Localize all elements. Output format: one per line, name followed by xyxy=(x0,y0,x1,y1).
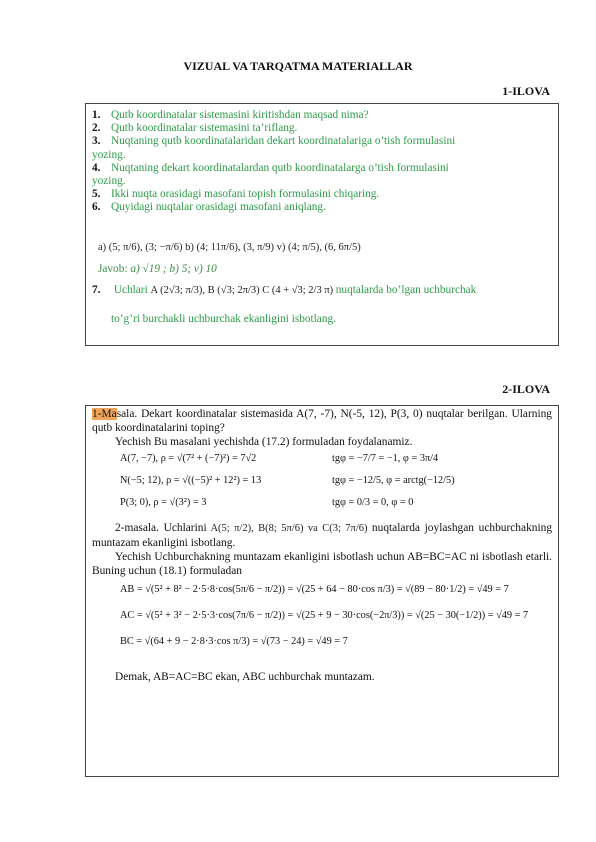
distance-equation: AB = √(5² + 8² − 2·5·8·cos(5π/6 − π/2)) = √(25 + 64 − 80·cos π/3) = √(89 − 80·1/2) = √49 = 7 xyxy=(120,584,509,595)
equation-row xyxy=(92,497,552,519)
question-text: Ikki nuqta orasidagi masofani topish formulasini chiqaring. xyxy=(111,188,380,201)
appendix-2-label: 2-ILOVA xyxy=(502,382,550,396)
question-text-continued: yozing. xyxy=(92,148,126,161)
question-text: Nuqtaning qutb koordinatalaridan dekart koordinatalariga o’tish formulasini xyxy=(111,135,456,148)
answer-line xyxy=(98,263,217,275)
distance-equation: BC = √(64 + 9 − 2·8·3·cos π/3) = √(73 − 24) = √49 = 7 xyxy=(120,636,348,647)
question-number: 5. xyxy=(92,188,101,201)
equation-right: tgφ = 0/3 = 0, φ = 0 xyxy=(332,497,414,508)
questions-box xyxy=(85,103,559,346)
question-number: 6. xyxy=(92,201,101,214)
solution-2-equations xyxy=(92,584,552,662)
solution-1-equations xyxy=(92,453,552,519)
question-number: 4. xyxy=(92,161,101,174)
question-list xyxy=(92,109,550,215)
q7-points: A (2√3; π/3), B (√3; 2π/3) C (4 + √3; 2/3 π) xyxy=(150,285,336,296)
equation-left: N(−5; 12), ρ = √((−5)² + 12²) = 13 xyxy=(120,475,262,486)
equation-right: tgφ = −12/5, φ = arctg(−12/5) xyxy=(332,475,455,486)
q7-prefix: Uchlari xyxy=(113,284,148,296)
problem-2-a: 2-masala. Uchlarini xyxy=(115,522,207,534)
problem-2 xyxy=(92,521,552,550)
question-number: 2. xyxy=(92,122,101,135)
solution-1-intro: Yechish Bu masalani yechishda (17.2) formuladan foydalanamiz. xyxy=(115,436,413,448)
question-7-continued: to’g’ri burchakli uchburchak ekanligini isbotlang. xyxy=(111,313,336,325)
equation-row xyxy=(92,475,552,497)
equation-left: P(3; 0), ρ = √(3²) = 3 xyxy=(120,497,207,508)
page-title: VIZUAL VA TARQATMA MATERIALLAR xyxy=(183,59,413,73)
conclusion: Demak, AB=AC=BC ekan, ABC uchburchak muntazam. xyxy=(115,671,375,683)
equation-right: tgφ = −7/7 = −1, φ = 3π/4 xyxy=(332,453,439,464)
appendix-1-label: 1-ILOVA xyxy=(502,84,550,98)
problem-2-b: nuqtalarda joylashgan uchburchakning muntazam ekanligini isbotlang. xyxy=(92,522,553,549)
problem-1-text: sala. Dekart koordinatalar sistemasida A(7, -7), N(-5, 12), P(3, 0) nuqtalar berilgan. Ularning qutb koordinatalarini toping? xyxy=(92,408,552,434)
question-7 xyxy=(92,284,476,297)
question-item xyxy=(92,188,550,201)
question-text-continued: yozing. xyxy=(92,175,126,188)
problem-1 xyxy=(92,407,552,435)
solution-2-intro: Yechish Uchburchakning muntazam ekanligini isbotlash uchun AB=BC=AC ni isbotlash etarli. Buning uchun (18.1) formuladan xyxy=(92,551,552,577)
question-number: 7. xyxy=(92,284,101,296)
question-number: 1. xyxy=(92,109,101,121)
equation-row xyxy=(92,453,552,475)
question-item xyxy=(92,109,550,122)
q6-points: a) (5; π/6), (3; −π/6) b) (4; 11π/6), (3, π/9) v) (4; π/5), (6, 6π/5) xyxy=(98,242,361,253)
question-text: Qutb koordinatalar sistemasini ta’riflang. xyxy=(111,122,298,135)
q7-suffix: nuqtalarda bo’lgan uchburchak xyxy=(335,284,477,296)
question-item xyxy=(92,135,550,148)
question-text: Nuqtaning dekart koordinatalardan qutb koordinatalarga o’tish formulasini xyxy=(111,161,449,174)
question-text: Qutb koordinatalar sistemasini kiritishdan maqsad nima? xyxy=(111,109,369,121)
answer-label: Javob: xyxy=(98,263,128,275)
problem-2-points: A(5; π/2), B(8; 5π/6) va C(3; 7π/6) xyxy=(206,523,372,534)
question-item xyxy=(92,201,550,214)
problem-1-highlight: 1-Ma xyxy=(92,408,117,420)
question-item xyxy=(92,162,550,175)
question-text: Quyidagi nuqtalar orasidagi masofani aniqlang. xyxy=(111,201,326,214)
answer-text: a) √19 ; b) 5; v) 10 xyxy=(127,263,217,275)
question-item xyxy=(92,122,550,135)
distance-equation: AC = √(5² + 3² − 2·5·3·cos(7π/6 − π/2)) = √(25 + 9 − 30·cos(−2π/3)) = √(25 − 30(−1/2)) = √49 = 7 xyxy=(120,610,529,621)
question-number: 3. xyxy=(92,135,101,148)
equation-left: A(7, −7), ρ = √(7² + (−7)²) = 7√2 xyxy=(120,453,257,464)
solutions-box xyxy=(85,405,559,777)
